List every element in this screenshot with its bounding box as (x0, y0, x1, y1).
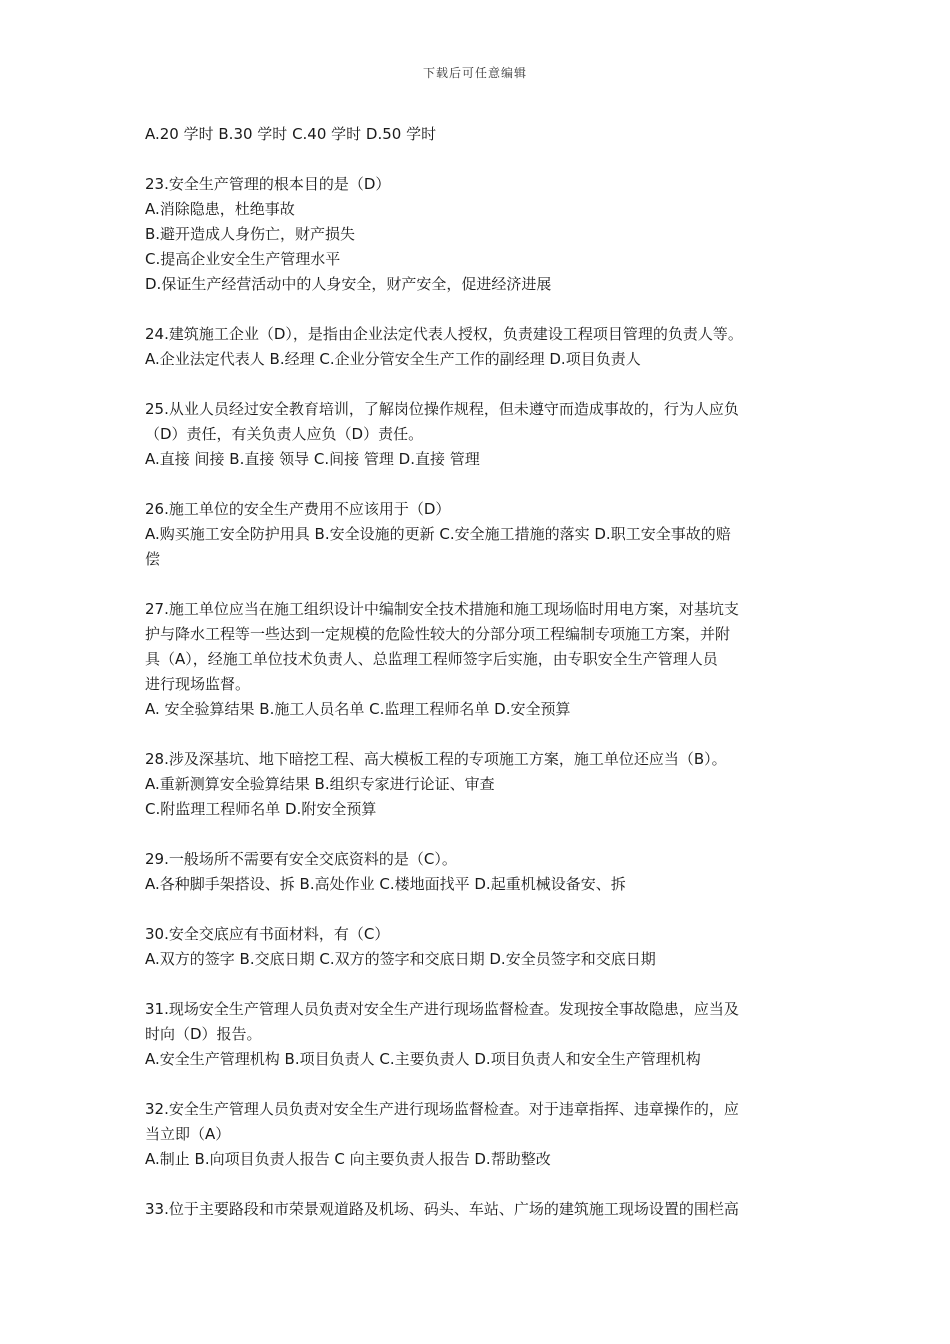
text-line: 33.位于主要路段和市荣景观道路及机场、码头、车站、广场的建筑施工现场设置的围栏高 (145, 1200, 739, 1218)
block-spacer (145, 147, 810, 172)
question-block (145, 922, 810, 972)
question-block (145, 497, 810, 572)
block-spacer (145, 897, 810, 922)
text-line: A.重新测算安全验算结果 B.组织专家进行论证、审查 (145, 775, 495, 793)
block-spacer (145, 972, 810, 997)
text-line: C.提高企业安全生产管理水平 (145, 250, 341, 268)
text-line: 24.建筑施工企业（D），是指由企业法定代表人授权，负责建设工程项目管理的负责人等。 (145, 325, 743, 343)
text-line: A.企业法定代表人 B.经理 C.企业分管安全生产工作的副经理 D.项目负责人 (145, 350, 641, 368)
text-line: C.附监理工程师名单 D.附安全预算 (145, 800, 377, 818)
text-line: 29.一般场所不需要有安全交底资料的是（C）。 (145, 850, 457, 868)
block-spacer (145, 297, 810, 322)
text-line: A.直接 间接 B.直接 领导 C.间接 管理 D.直接 管理 (145, 450, 480, 468)
document-body (145, 122, 810, 1222)
question-block (145, 322, 810, 372)
text-line: D.保证生产经营活动中的人身安全，财产安全，促进经济进展 (145, 275, 552, 293)
text-line: B.避开造成人身伤亡，财产损失 (145, 225, 356, 243)
text-line: 时向（D）报告。 (145, 1025, 262, 1043)
block-spacer (145, 472, 810, 497)
text-line: A.20 学时 B.30 学时 C.40 学时 D.50 学时 (145, 125, 437, 143)
text-line: 26.施工单位的安全生产费用不应该用于（D） (145, 500, 451, 518)
question-block (145, 597, 810, 722)
text-line: A.双方的签字 B.交底日期 C.双方的签字和交底日期 D.安全员签字和交底日期 (145, 950, 656, 968)
text-line: A.购买施工安全防护用具 B.安全设施的更新 C.安全施工措施的落实 D.职工安全事故的赔 (145, 525, 731, 543)
block-spacer (145, 722, 810, 747)
page-header: 下载后可任意编辑 (422, 66, 527, 80)
block-spacer (145, 572, 810, 597)
text-line: A.消除隐患，杜绝事故 (145, 200, 295, 218)
text-line: A.制止 B.向项目负责人报告 C 向主要负责人报告 D.帮助整改 (145, 1150, 551, 1168)
text-line: 30.安全交底应有书面材料，有（C） (145, 925, 390, 943)
block-spacer (145, 372, 810, 397)
text-line: 31.现场安全生产管理人员负责对安全生产进行现场监督检查。发现按全事故隐患，应当及 (145, 1000, 739, 1018)
text-line: 进行现场监督。 (145, 675, 251, 693)
text-line: （D）责任，有关负责人应负（D）责任。 (145, 425, 424, 443)
question-block (145, 1197, 810, 1222)
text-line: 32.安全生产管理人员负责对安全生产进行现场监督检查。对于违章指挥、违章操作的，应 (145, 1100, 739, 1118)
question-block (145, 997, 810, 1072)
text-line: 28.涉及深基坑、地下暗挖工程、高大模板工程的专项施工方案，施工单位还应当（B）。 (145, 750, 727, 768)
text-line: 25.从业人员经过安全教育培训，了解岗位操作规程，但未遵守而造成事故的，行为人应负 (145, 400, 739, 418)
text-line: 当立即（A） (145, 1125, 231, 1143)
question-block (145, 1097, 810, 1172)
answer-options-continued (145, 122, 810, 147)
block-spacer (145, 822, 810, 847)
block-spacer (145, 1172, 810, 1197)
text-line: 27.施工单位应当在施工组织设计中编制安全技术措施和施工现场临时用电方案，对基坑支 (145, 600, 739, 618)
text-line: 护与降水工程等一些达到一定规模的危险性较大的分部分项工程编制专项施工方案，并附 (145, 625, 731, 643)
question-block (145, 747, 810, 822)
text-line: 具（A），经施工单位技术负责人、总监理工程师签字后实施，由专职安全生产管理人员 (145, 650, 718, 668)
block-spacer (145, 1072, 810, 1097)
question-block (145, 172, 810, 297)
text-line: A.安全生产管理机构 B.项目负责人 C.主要负责人 D.项目负责人和安全生产管理机构 (145, 1050, 701, 1068)
text-line: 偿 (145, 550, 161, 568)
question-block (145, 847, 810, 897)
text-line: 23.安全生产管理的根本目的是（D） (145, 175, 391, 193)
question-block (145, 397, 810, 472)
text-line: A. 安全验算结果 B.施工人员名单 C.监理工程师名单 D.安全预算 (145, 700, 571, 718)
text-line: A.各种脚手架搭设、拆 B.高处作业 C.楼地面找平 D.起重机械设备安、拆 (145, 875, 626, 893)
